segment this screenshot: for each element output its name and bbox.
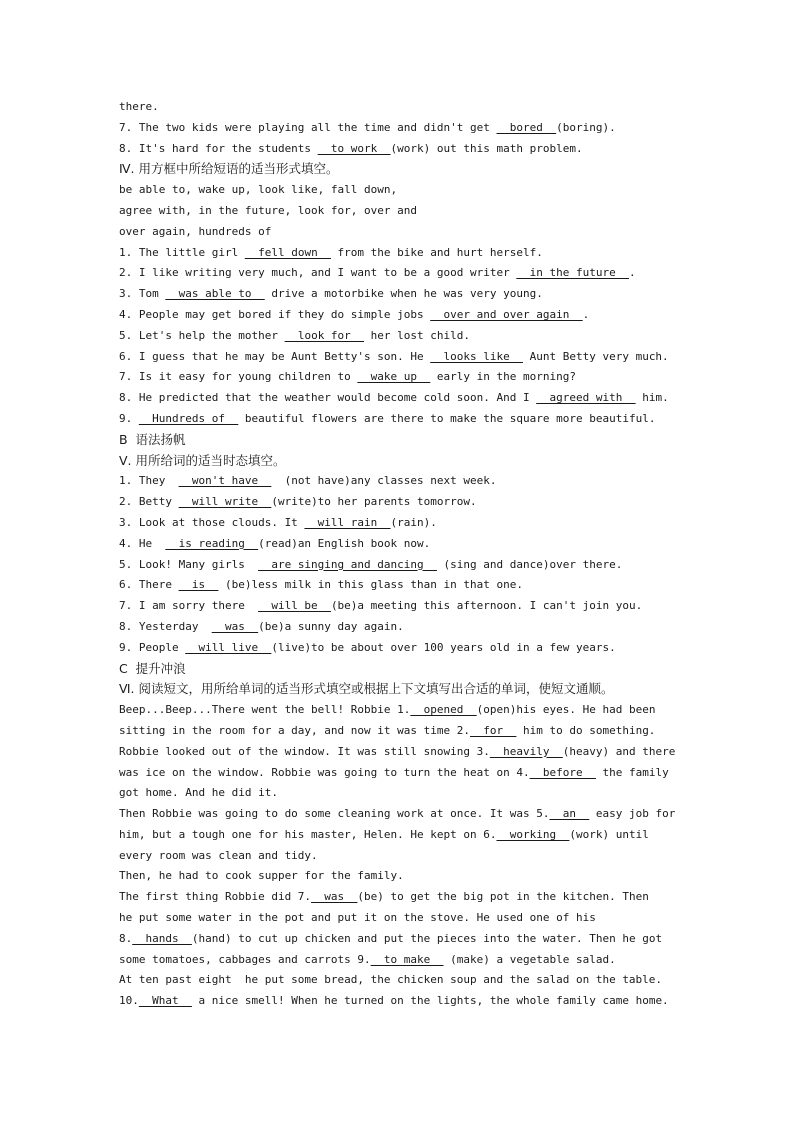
answer-blank: __was__ (311, 890, 358, 904)
line-text: (make) a vegetable salad. (443, 952, 616, 966)
answer-blank: __working__ (496, 827, 570, 841)
text-line (119, 284, 679, 305)
line-text: . (582, 307, 590, 321)
text-line (119, 721, 679, 742)
line-text: (work) until (569, 827, 649, 841)
answer-blank: __over and over again__ (430, 307, 583, 321)
line-text: 10. (119, 994, 139, 1008)
line-text: (be)less milk in this glass than in that one. (218, 578, 523, 592)
line-text: Ⅳ. 用方框中所给短语的适当形式填空。 (119, 161, 339, 177)
text-line (119, 763, 679, 784)
line-text: 8. Yesterday (119, 619, 212, 633)
text-line (119, 492, 679, 513)
answer-blank: __in the future__ (516, 266, 629, 280)
line-text: (be)a sunny day again. (258, 619, 404, 633)
text-line (119, 347, 679, 368)
text-line (119, 866, 679, 887)
text-line (119, 596, 679, 617)
line-text: B 语法扬帆 (119, 431, 186, 447)
line-text: her lost child. (364, 328, 471, 342)
text-line (119, 555, 679, 576)
section-heading (119, 159, 679, 180)
answer-blank: __to make__ (370, 952, 444, 966)
line-text: (not have)any classes next week. (271, 474, 497, 488)
answer-blank: __look for__ (284, 328, 365, 342)
line-text: (live)to be about over 100 years old in a few years. (271, 640, 616, 654)
text-line (119, 409, 679, 430)
answer-blank: __before__ (529, 765, 596, 779)
line-text: a nice smell! When he turned on the lights, the whole family came home. (191, 994, 669, 1008)
answer-blank: __will write__ (178, 495, 272, 509)
text-line (119, 617, 679, 638)
line-text: (hand) to cut up chicken and put the pieces into the water. Then he got (191, 931, 663, 945)
line-text: (write)to her parents tomorrow. (271, 495, 477, 509)
line-text: (rain). (390, 515, 437, 529)
line-text: drive a motorbike when he was very young. (264, 287, 543, 301)
answer-blank: __will rain__ (304, 515, 391, 529)
line-text: (be)a meeting this afternoon. I can't join you. (330, 599, 643, 613)
text-line (119, 804, 679, 825)
line-text: (open)his eyes. He had been (476, 703, 656, 717)
answer-blank: __won't have__ (178, 474, 272, 488)
line-text: got home. And he did it. (119, 786, 278, 800)
line-text: 2. Betty (119, 495, 179, 509)
line-text: the family (595, 765, 669, 779)
text-line (119, 742, 679, 763)
text-line (119, 118, 679, 139)
answer-blank: __is reading__ (165, 536, 259, 550)
line-text: 9. (119, 411, 139, 425)
text-line (119, 388, 679, 409)
text-line (119, 471, 679, 492)
text-line (119, 243, 679, 264)
line-text: 1. They (119, 474, 179, 488)
line-text: 5. Look! Many girls (119, 557, 259, 571)
section-heading (119, 679, 679, 700)
line-text: Then Robbie was going to do some cleaning work at once. It was 5. (119, 807, 550, 821)
text-line (119, 908, 679, 929)
line-text: 3. Tom (119, 287, 166, 301)
line-text: . (628, 266, 636, 280)
document-page (119, 97, 679, 1012)
line-text: 7. Is it easy for young children to (119, 370, 358, 384)
line-text: At ten past eight he put some bread, the chicken soup and the salad on the table. (119, 973, 663, 987)
line-text: 8. He predicted that the weather would become cold soon. And I (119, 391, 537, 405)
answer-blank: __hands__ (132, 931, 192, 945)
text-line (119, 139, 679, 160)
text-line (119, 201, 679, 222)
answer-blank: __agreed with__ (536, 391, 636, 405)
line-text: (be) to get the big pot in the kitchen. Then (357, 890, 649, 904)
section-heading (119, 659, 679, 680)
answer-blank: __heavily__ (489, 744, 563, 758)
text-line (119, 825, 679, 846)
text-line (119, 305, 679, 326)
line-text: Ⅵ. 阅读短文，用所给单词的适当形式填空或根据上下文填写出合适的单词，使短文通顺。 (119, 681, 614, 697)
text-line (119, 846, 679, 867)
answer-blank: __Hundreds of__ (138, 411, 239, 425)
line-text: him, but a tough one for his master, Helen. He kept on 6. (119, 827, 497, 841)
line-text: Then, he had to cook supper for the family. (119, 869, 404, 883)
text-line (119, 367, 679, 388)
line-text: 8. It's hard for the students (119, 141, 318, 155)
answer-blank: __fell down__ (244, 245, 331, 259)
line-text: Robbie looked out of the window. It was still snowing 3. (119, 744, 490, 758)
line-text: some tomatoes, cabbages and carrots 9. (119, 952, 371, 966)
line-text: (heavy) and there (562, 744, 676, 758)
line-text: 2. I like writing very much, and I want to be a good writer (119, 266, 517, 280)
text-line (119, 887, 679, 908)
text-line (119, 929, 679, 950)
line-text: 8. (119, 931, 133, 945)
answer-blank: __an__ (549, 807, 590, 821)
text-line (119, 513, 679, 534)
line-text: him. (635, 391, 669, 405)
text-line (119, 575, 679, 596)
text-line (119, 222, 679, 243)
line-text: easy job for (589, 807, 676, 821)
line-text: early in the morning? (430, 370, 576, 384)
line-text: every room was clean and tidy. (119, 848, 318, 862)
text-line (119, 700, 679, 721)
section-heading (119, 451, 679, 472)
line-text: (read)an English book now. (258, 536, 431, 550)
text-line (119, 783, 679, 804)
line-text: Aunt Betty very much. (522, 349, 669, 363)
line-text: beautiful flowers are there to make the square more beautiful. (238, 411, 656, 425)
text-line (119, 991, 679, 1012)
text-line (119, 970, 679, 991)
line-text: Ⅴ. 用所给词的适当时态填空。 (119, 452, 286, 468)
line-text: was ice on the window. Robbie was going to turn the heat on 4. (119, 765, 530, 779)
answer-blank: __will live__ (185, 640, 272, 654)
text-line (119, 180, 679, 201)
line-text: 4. He (119, 536, 166, 550)
answer-blank: __are singing and dancing__ (258, 557, 437, 571)
line-text: sitting in the room for a day, and now it was time 2. (119, 723, 470, 737)
line-text: (work) out this math problem. (390, 141, 583, 155)
answer-blank: __for__ (470, 723, 517, 737)
line-text: 7. I am sorry there (119, 599, 259, 613)
line-text: 3. Look at those clouds. It (119, 515, 305, 529)
line-text: The first thing Robbie did 7. (119, 890, 312, 904)
line-text: 1. The little girl (119, 245, 245, 259)
line-text: over again, hundreds of (119, 224, 272, 238)
line-text: 6. I guess that he may be Aunt Betty's son. He (119, 349, 431, 363)
text-line (119, 534, 679, 555)
line-text: C 提升冲浪 (119, 660, 186, 676)
answer-blank: __is__ (178, 578, 219, 592)
answer-blank: __What__ (138, 994, 192, 1008)
line-text: there. (119, 100, 159, 113)
text-line (119, 326, 679, 347)
line-text: 6. There (119, 578, 179, 592)
answer-blank: __was__ (211, 619, 259, 633)
answer-blank: __to work__ (317, 141, 391, 155)
line-text: he put some water in the pot and put it on the stove. He used one of his (119, 911, 596, 925)
answer-blank: __looks like__ (430, 349, 523, 363)
answer-blank: __was able to__ (165, 287, 265, 301)
text-line (119, 638, 679, 659)
text-line (119, 263, 679, 284)
answer-blank: __will be__ (258, 599, 331, 613)
line-text: agree with, in the future, look for, over and (119, 203, 418, 217)
text-line (119, 950, 679, 971)
line-text: 5. Let's help the mother (119, 328, 285, 342)
line-text: be able to, wake up, look like, fall down, (119, 183, 398, 197)
line-text: Beep...Beep...There went the bell! Robbie 1. (119, 703, 411, 717)
answer-blank: __wake up__ (357, 370, 431, 384)
line-text: (boring). (556, 120, 616, 134)
line-text: him to do something. (516, 723, 656, 737)
line-text: 9. People (119, 640, 186, 654)
line-text: 7. The two kids were playing all the time and didn't get (119, 120, 497, 134)
answer-blank: __opened__ (410, 703, 477, 717)
line-text: 4. People may get bored if they do simple jobs (119, 307, 431, 321)
line-text: from the bike and hurt herself. (330, 245, 543, 259)
text-line (119, 97, 679, 118)
section-heading (119, 430, 679, 451)
line-text: (sing and dance)over there. (436, 557, 623, 571)
answer-blank: __bored__ (496, 120, 557, 134)
